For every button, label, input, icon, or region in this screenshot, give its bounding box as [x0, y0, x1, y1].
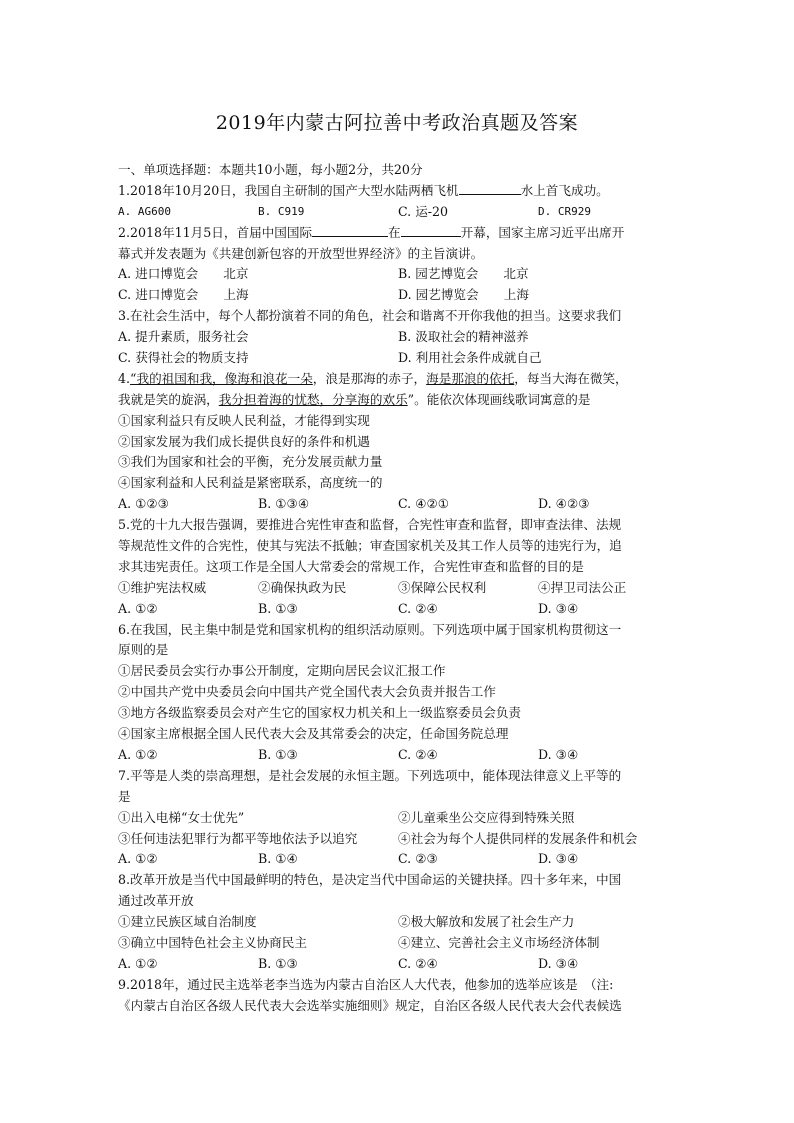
option-b: B. ①③④ — [258, 496, 310, 512]
statement-item: ④社会为每个人提供同样的发展条件和机会 — [398, 830, 638, 846]
question-7-stem-line: 是 — [118, 788, 131, 804]
option-b: B. C919 — [258, 204, 305, 218]
underlined-lyric: “我的祖国和我，像海和浪花一朵 — [130, 370, 313, 386]
statement-item: ④建立、完善社会主义市场经济体制 — [398, 934, 600, 950]
question-2-options — [118, 285, 678, 306]
question-3-options — [118, 327, 678, 348]
option-b: B. ①③ — [258, 600, 298, 616]
question-3-stem: 3.在社会生活中，每个人都扮演着不同的角色，社会和谐离不开你我他的担当。这要求我们 — [118, 308, 622, 324]
question-7-items — [118, 829, 678, 850]
question-4-stem: 4.“我的祖国和我，像海和浪花一朵，浪是那海的赤子，海是那浪的依托，每当大海在微笑， — [118, 370, 628, 386]
question-8-items — [118, 912, 678, 933]
question-9-stem-line: 《内蒙古自治区各级人民代表大会选举实施细则》规定，自治区各级人民代表大会代表候选 — [118, 997, 622, 1013]
statement-item: ②中国共产党中央委员会向中国共产党全国代表大会负责并报告工作 — [118, 684, 496, 700]
question-7-options — [118, 849, 678, 870]
option-d: D. 园艺博览会 上海 — [398, 287, 529, 303]
question-3-options — [118, 348, 678, 369]
question-5-stem-line: 求其违宪责任。这项工作是全国人大常委会的常规工作，合宪性审查和监督的目的是 — [118, 558, 584, 574]
document-title: 2019年内蒙古阿拉善中考政治真题及答案 — [215, 112, 579, 134]
option-c: C. ②④ — [398, 746, 438, 762]
question-2-stem-line: 幕式并发表题为《共建创新包容的开放型世界经济》的主旨演讲。 — [118, 245, 484, 261]
question-4-stem-line: 我就是笑的旋涡，我分担着海的忧愁，分享海的欢乐”。能依次体现画线歌词寓意的是 — [118, 391, 591, 407]
statement-item: ②儿童乘坐公交应得到特殊关照 — [398, 809, 575, 825]
question-6-options — [118, 745, 678, 766]
option-b: B. 汲取社会的精神滋养 — [398, 329, 529, 345]
question-1-options — [118, 202, 678, 223]
question-8-items — [118, 933, 678, 954]
option-a: A. ①② — [118, 746, 158, 762]
question-6-stem-line: 原则的是 — [118, 642, 169, 658]
option-c: C. 进口博览会 上海 — [118, 287, 249, 303]
statement-item: ④国家利益和人民利益是紧密联系，高度统一的 — [118, 475, 383, 491]
option-b: B. 园艺博览会 北京 — [398, 266, 529, 282]
question-6-stem: 6.在我国，民主集中制是党和国家机构的组织活动原则。下列选项中属于国家机构贯彻这一 — [118, 621, 622, 637]
option-d: D. ③④ — [538, 851, 579, 867]
statement-item: ①建立民族区域自治制度 — [118, 914, 257, 930]
statement-item: ③任何违法犯罪行为都平等地依法予以追究 — [118, 830, 358, 846]
option-c: C. 获得社会的物质支持 — [118, 350, 249, 366]
option-d: D. 利用社会条件成就自己 — [398, 350, 542, 366]
option-c: C. ②④ — [398, 955, 438, 971]
option-a: A. ①② — [118, 600, 158, 616]
option-c: C. ②④ — [398, 600, 438, 616]
option-d: D. ③④ — [538, 600, 579, 616]
question-2-options — [118, 264, 678, 285]
answer-blank — [312, 223, 388, 237]
option-a: A. 提升素质，服务社会 — [118, 329, 249, 345]
answer-blank — [459, 181, 521, 195]
option-b: B. ①④ — [258, 851, 298, 867]
question-7-items — [118, 808, 678, 829]
question-1-stem: 1.2018年10月20日，我国自主研制的国产大型水陆两栖飞机 水上首飞成功。 — [118, 182, 609, 198]
option-d: D. ③④ — [538, 955, 579, 971]
statement-item: ③确立中国特色社会主义协商民主 — [118, 934, 307, 950]
statement-item: ①维护宪法权威 — [118, 579, 207, 595]
question-7-stem: 7.平等是人类的崇高理想，是社会发展的永恒主题。下列选项中，能体现法律意义上平等的 — [118, 767, 622, 783]
option-a: A. ①② — [118, 955, 158, 971]
option-d: D. ④②③ — [538, 496, 590, 512]
option-c: C. ②③ — [398, 851, 438, 867]
underlined-lyric: 我分担着海的忧愁，分享海的欢乐 — [218, 391, 408, 407]
question-8-stem-line: 通过改革开放 — [118, 893, 194, 909]
option-b: B. ①③ — [258, 955, 298, 971]
question-5-stem: 5.党的十九大报告强调，要推进合宪性审查和监督，合宪性审查和监督，即审查法律、法规 — [118, 517, 622, 533]
question-8-options — [118, 954, 678, 975]
statement-item: ①国家利益只有反映人民利益，才能得到实现 — [118, 412, 370, 428]
option-a: A. 进口博览会 北京 — [118, 266, 249, 282]
question-4-options — [118, 494, 678, 515]
statement-item: ③地方各级监察委员会对产生它的国家权力机关和上一级监察委员会负责 — [118, 705, 521, 721]
option-d: D. ③④ — [538, 746, 579, 762]
underlined-lyric: 海是那浪的依托 — [426, 370, 515, 386]
question-2-stem: 2.2018年11月5日，首届中国国际 在 开幕，国家主席习近平出席开 — [118, 224, 625, 240]
statement-item: ②确保执政为民 — [258, 579, 347, 595]
question-5-stem-line: 等规范性文件的合宪性，使其与宪法不抵触；审查国家机关及其工作人员等的违宪行为，追 — [118, 538, 622, 554]
statement-item: ④国家主席根据全国人民代表大会及其常委会的决定，任命国务院总理 — [118, 726, 509, 742]
statement-item: ①居民委员会实行办事公开制度，定期向居民会议汇报工作 — [118, 663, 446, 679]
answer-blank — [401, 223, 461, 237]
statement-item: ②极大解放和发展了社会生产力 — [398, 914, 575, 930]
exam-content — [118, 160, 678, 1017]
statement-item: ①出入电梯“女士优先” — [118, 809, 245, 825]
statement-item: ③我们为国家和社会的平衡，充分发展贡献力量 — [118, 454, 383, 470]
statement-item: ④捍卫司法公正 — [538, 579, 627, 595]
option-c: C. ④②① — [398, 496, 450, 512]
question-8-stem: 8.改革开放是当代中国最鲜明的特色，是决定当代中国命运的关键抉择。四十多年来，中国 — [118, 872, 622, 888]
question-9-stem: 9.2018年，通过民主选举老李当选为内蒙古自治区人大代表，他参加的选举应该是 （注: — [118, 976, 614, 992]
option-d: D. CR929 — [538, 204, 591, 218]
question-5-options — [118, 599, 678, 620]
question-5-items — [118, 578, 678, 599]
statement-item: ②国家发展为我们成长提供良好的条件和机遇 — [118, 433, 370, 449]
option-c: C. 运-20 — [398, 203, 449, 219]
option-a: A. AG600 — [118, 204, 171, 218]
statement-item: ③保障公民权利 — [398, 579, 487, 595]
section-heading: 一、单项选择题：本题共10小题，每小题2分，共20分 — [118, 162, 423, 177]
option-a: A. ①② — [118, 851, 158, 867]
option-a: A. ①②③ — [118, 496, 169, 512]
option-b: B. ①③ — [258, 746, 298, 762]
